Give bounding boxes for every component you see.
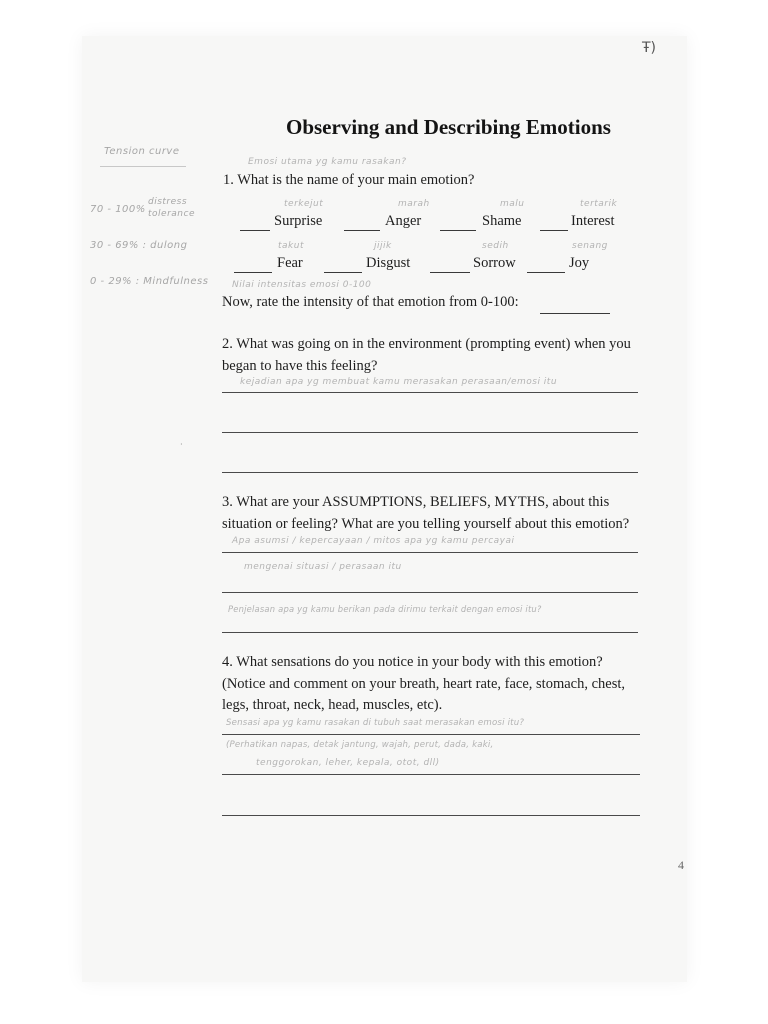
blank-sorrow[interactable] <box>430 272 470 273</box>
q3-annotation-1: Apa asumsi / kepercayaan / mitos apa yg kamu percayai <box>232 536 515 546</box>
page-number-mark: Ŧ) <box>642 40 657 56</box>
option-disgust: Disgust <box>366 255 411 271</box>
q3-annotation-3: Penjelasan apa yg kamu berikan pada dirimu terkait dengan emosi itu? <box>228 604 542 614</box>
q1-text: 1. What is the name of your main emotion? <box>223 172 475 188</box>
note-fear: takut <box>278 241 304 251</box>
q1-annotation: Emosi utama yg kamu rasakan? <box>248 157 407 167</box>
q4-line3: legs, throat, neck, head, muscles, etc). <box>222 697 443 713</box>
q4-line2: (Notice and comment on your breath, heart rate, face, stomach, chest, <box>222 676 626 692</box>
q2-line2: began to have this feeling? <box>222 358 378 374</box>
note-sorrow: sedih <box>482 241 509 251</box>
q2-line1: 2. What was going on in the environment (prompting event) when you <box>222 336 631 352</box>
q2-annotation: kejadian apa yg membuat kamu merasakan perasaan/emosi itu <box>240 377 558 387</box>
blank-anger[interactable] <box>344 230 380 231</box>
blank-disgust[interactable] <box>324 272 362 273</box>
q3-line1: 3. What are your ASSUMPTIONS, BELIEFS, MYTHS, about this <box>222 494 610 510</box>
note-shame: malu <box>500 199 525 209</box>
q3-answer-line-2[interactable] <box>222 592 638 593</box>
q2-answer-line-2[interactable] <box>222 432 638 433</box>
option-surprise: Surprise <box>274 213 323 229</box>
note-joy: senang <box>572 241 608 251</box>
option-shame: Shame <box>482 213 522 229</box>
note-anger: marah <box>398 199 430 209</box>
page-title: Observing and Describing Emotions <box>286 115 611 139</box>
q3-line2: situation or feeling? What are you telling yourself about this emotion? <box>222 516 630 532</box>
blank-fear[interactable] <box>234 272 272 273</box>
q4-line1: 4. What sensations do you notice in your body with this emotion? <box>222 654 603 670</box>
q4-answer-line-2[interactable] <box>222 774 640 775</box>
option-anger: Anger <box>385 213 422 229</box>
margin-note-row1-range: 70 - 100% <box>90 204 146 215</box>
blank-joy[interactable] <box>527 272 565 273</box>
margin-note-row3: 0 - 29% : Mindfulness <box>90 276 209 287</box>
margin-note-row2: 30 - 69% : dulong <box>90 240 188 251</box>
paper-speck: · <box>180 440 183 449</box>
blank-shame[interactable] <box>440 230 476 231</box>
page-edge-mark: 4 <box>678 858 684 872</box>
q4-answer-line-1[interactable] <box>222 734 640 735</box>
option-joy: Joy <box>569 255 590 271</box>
q4-annotation-1: Sensasi apa yg kamu rasakan di tubuh saat merasakan emosi itu? <box>226 718 525 728</box>
q4-annotation-3: tenggorokan, leher, kepala, otot, dll) <box>256 758 440 768</box>
blank-interest[interactable] <box>540 230 568 231</box>
note-disgust: jijik <box>374 241 392 251</box>
option-interest: Interest <box>571 213 615 229</box>
q2-answer-line-1[interactable] <box>222 392 638 393</box>
note-surprise: terkejut <box>284 199 324 209</box>
q2-answer-line-3[interactable] <box>222 472 638 473</box>
intensity-answer-field[interactable] <box>540 313 610 314</box>
intensity-question: Now, rate the intensity of that emotion from 0-100: <box>222 294 519 310</box>
margin-note-row1-text: distress tolerance <box>148 197 195 219</box>
intensity-annotation: Nilai intensitas emosi 0-100 <box>232 280 372 290</box>
q4-answer-line-3[interactable] <box>222 815 640 816</box>
blank-surprise[interactable] <box>240 230 270 231</box>
q3-answer-line-1[interactable] <box>222 552 638 553</box>
note-interest: tertarik <box>580 199 618 209</box>
margin-note-heading: Tension curve <box>104 146 180 157</box>
q4-annotation-2: (Perhatikan napas, detak jantung, wajah, perut, dada, kaki, <box>226 740 494 750</box>
q3-annotation-2: mengenai situasi / perasaan itu <box>244 562 402 572</box>
q3-answer-line-3[interactable] <box>222 632 638 633</box>
option-sorrow: Sorrow <box>473 255 516 271</box>
margin-note-underline <box>100 166 186 167</box>
option-fear: Fear <box>277 255 303 271</box>
